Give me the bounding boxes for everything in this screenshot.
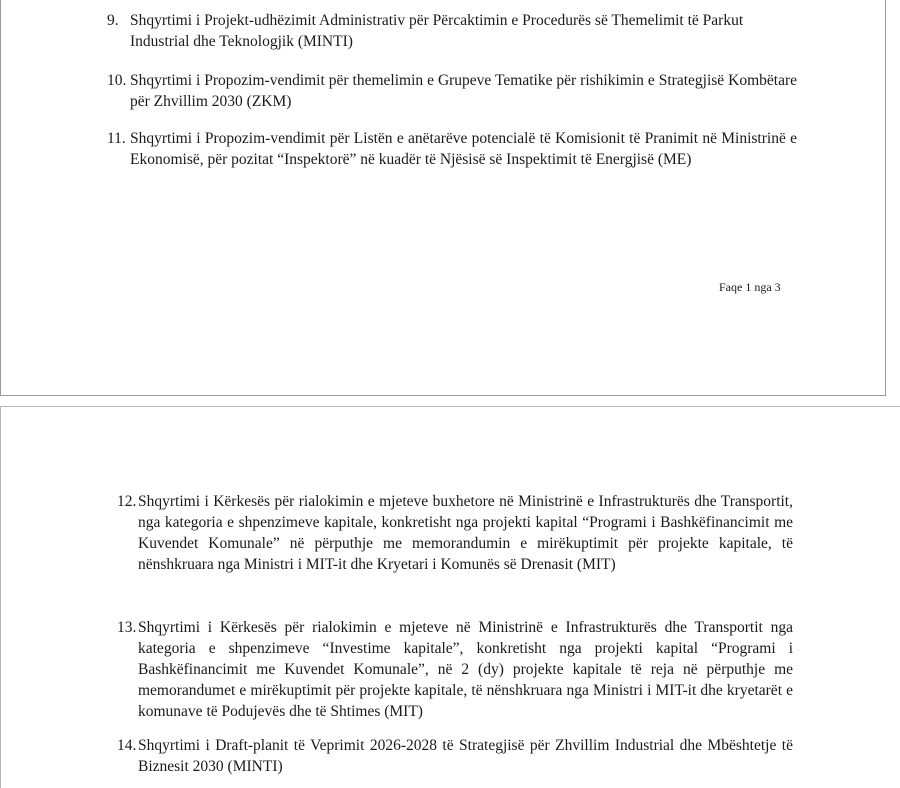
item-text: Shqyrtimi i Draft-planit të Veprimit 2026-2028 të Strategjisë për Zhvillim Industrial dhe Mbështetje të Biznesit 2030 (MINTI)	[138, 737, 793, 775]
document-page-1	[0, 0, 886, 396]
item-text: Shqyrtimi i Projekt-udhëzimit Administrativ për Përcaktimin e Procedurës së Themelimit të Parkut Industrial dhe Teknologjik (MINTI)	[130, 12, 744, 50]
item-number: 14.	[117, 737, 137, 754]
document-page-2	[0, 406, 900, 788]
item-text: Shqyrtimi i Propozim-vendimit për Listën e anëtarëve potencialë të Komisionit të Pranimit në Ministrinë e Ekonomisë, për pozitat “Inspektorë” në kuadër të Njësisë së Inspektimit të Energjisë (ME)	[130, 130, 797, 168]
agenda-item-13	[117, 617, 793, 722]
agenda-item-14	[117, 735, 793, 777]
item-number: 9.	[107, 12, 119, 29]
item-number: 12.	[117, 493, 137, 510]
page-gap	[0, 396, 900, 406]
agenda-item-11	[107, 128, 797, 170]
agenda-item-10	[107, 70, 797, 112]
item-number: 13.	[117, 619, 137, 636]
item-number: 11.	[107, 130, 126, 147]
page-number-footer: Faqe 1 nga 3	[719, 280, 781, 294]
item-number: 10.	[107, 72, 127, 89]
item-text: Shqyrtimi i Kërkesës për rialokimin e mjeteve buxhetore në Ministrinë e Infrastrukturës dhe Transportit, nga kategoria e shpenzimeve kapitale, konkretisht nga projekti kapital “Programi i Bashkëfinancimit me Kuvendet Komunale” në përputhje me memorandumin e mirëkuptimit për projekte kapitale, të nënshkruara nga Ministri i MIT-it dhe Kryetari i Komunës së Drenasit (MIT)	[138, 493, 793, 573]
item-text: Shqyrtimi i Propozim-vendimit për themelimin e Grupeve Tematike për rishikimin e Strategjisë Kombëtare për Zhvillim 2030 (ZKM)	[130, 72, 797, 110]
agenda-item-12	[117, 491, 793, 575]
agenda-item-9	[107, 10, 797, 52]
item-text: Shqyrtimi i Kërkesës për rialokimin e mjeteve në Ministrinë e Infrastrukturës dhe Transportit nga kategoria e shpenzimeve “Investime kapitale”, konkretisht nga projekti kapital “Programi i Bashkëfinancimit me Kuvendet Komunale”, në 2 (dy) projekte kapitale të reja në përputhje me memorandumet e mirëkuptimit për projekte kapitale, të nënshkruara nga Ministri i MIT-it dhe kryetarët e komunave të Podujevës dhe të Shtimes (MIT)	[138, 619, 793, 720]
